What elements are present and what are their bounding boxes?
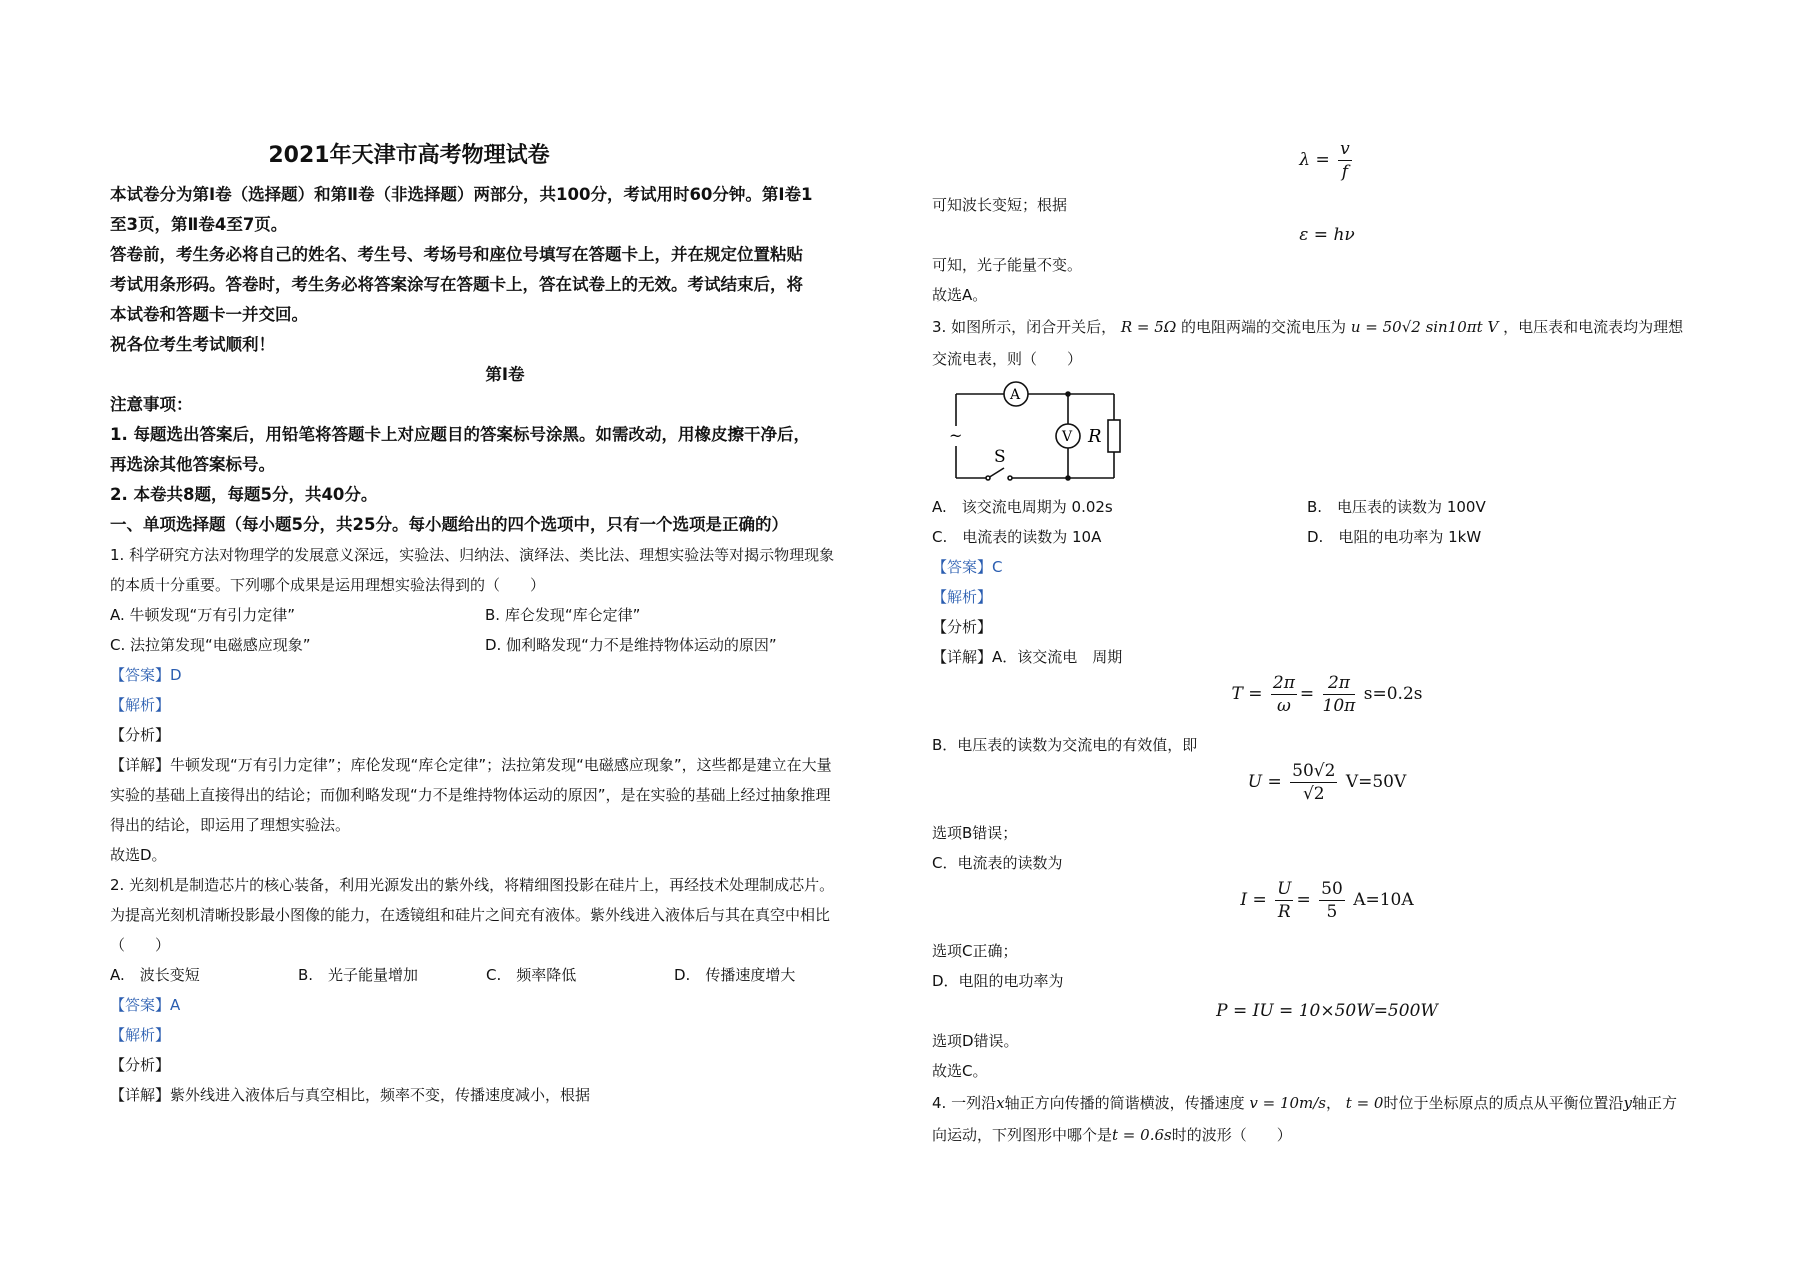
q4-s1-t0: t = 0 [1345,1094,1384,1112]
intro-line-5: 本试卷和答题卡一并交回。 [110,305,308,324]
q1-options-row-1 [110,600,900,630]
q1-option-d: D. 伽利略发现“力不是维持物体运动的原因” [485,636,777,654]
q1-analysis: 【解析】 [110,696,171,714]
q2-detail: 【详解】紫外线进入液体后与真空相比，频率不变，传播速度减小，根据 [110,1086,591,1104]
q3-stem-u: u = 50√2 sin10πt V [1350,318,1499,336]
ac-source-icon: ~ [949,426,963,445]
left-column [110,130,900,1110]
q3-stem-1 [932,310,1722,344]
q3-fb-tail: V=50V [1345,772,1407,792]
q3-fc-n2: 50 [1321,879,1343,899]
q3-fb-n: 50√2 [1292,761,1336,781]
q2-options-row [110,960,900,990]
q1-detail-2: 实验的基础上直接得出的结论；而伽利略发现“力不是维持物体运动的原因”，是在实验的基础上经过抽象推理 [110,786,831,804]
q1-detail-1: 【详解】牛顿发现“万有引力定律”；库伦发现“库仑定律”；法拉第发现“电磁感应现象”，这些都是建立在大量 [110,756,832,774]
q4-s2-post: 时的波形（ ） [1171,1126,1292,1144]
q1-option-a: A. 牛顿发现“万有引力定律” [110,606,296,624]
q1-option-c: C. 法拉第发现“电磁感应现象” [110,636,311,654]
q2-stem-1: 2. 光刻机是制造芯片的核心装备，利用光源发出的紫外线，将精细图投影在硅片上，再经技术处理制成芯片。 [110,876,835,894]
question-4 [932,1086,1722,1150]
switch-blade [988,468,1004,478]
q1-stem-2: 的本质十分重要。下列哪个成果是运用理想实验法得到的（ ） [110,576,546,594]
q2-answer: 【答案】A [110,996,181,1014]
q3-fa-lhs: T = [1231,684,1263,704]
q3-stem-r: R = 5Ω [1120,318,1177,336]
q4-s1-v: v = 10m/s [1249,1094,1326,1112]
q3-fc-frac-1 [1275,878,1293,923]
q2-after-1: 可知波长变短；根据 [932,196,1068,214]
q3-line-d: D．电阻的电功率为 [932,972,1064,990]
q3-stem-post: ，电压表和电流表均为理想 [1503,318,1684,336]
q3-circuit-diagram [944,378,1124,486]
q3-fc-lhs: I = [1240,890,1267,910]
q2-formula-energy: ε = hν [1299,225,1355,245]
resistor-box [1108,420,1120,452]
q3-result-c: 选项C正确； [932,942,1018,960]
note-line-2: 再选涂其他答案标号。 [110,455,275,474]
q3-fb-d: √2 [1302,784,1325,804]
q4-stem-2 [932,1120,1722,1150]
q4-stem-1 [932,1086,1722,1120]
resistor-label: R [1088,426,1102,447]
q2-option-c: C. 频率降低 [486,966,577,984]
intro-line-6: 祝各位考生考试顺利！ [110,335,275,354]
note-line-3: 2. 本卷共8题，每题5分，共40分。 [110,485,378,504]
q3-option-c: C. 电流表的读数为 10A [932,528,1102,546]
q3-stem-2: 交流电表，则（ ） [932,350,1083,368]
q1-conclusion: 故选D。 [110,846,167,864]
q2-option-d: D. 传播速度增大 [674,966,796,984]
q2-analysis: 【解析】 [110,1026,171,1044]
intro-line-2: 至3页，第Ⅱ卷4至7页。 [110,215,288,234]
q3-fc-n1: U [1277,879,1292,899]
q3-line-c: C．电流表的读数为 [932,854,1063,872]
q2-after-2: 可知，光子能量不变。 [932,256,1083,274]
intro-line-3: 答卷前，考生务必将自己的姓名、考生号、考场号和座位号填写在答题卡上，并在规定位置粘贴 [110,245,803,264]
q3-formula-current: I = $\frac{U}{R}$ = $\frac{50}{5}$ A=10A [1240,879,1414,922]
q3-analysis: 【解析】 [932,588,993,606]
q1-option-b: B. 库仑发现“库仑定律” [485,606,641,624]
switch-contact-left [986,476,990,480]
q3-fa-d1: ω [1276,696,1291,716]
q3-fa-n2: 2π [1323,672,1356,695]
junction-top [1066,392,1070,396]
ammeter-label: A [1010,387,1021,403]
right-column [932,138,1722,1150]
q3-options-row-1 [932,492,1722,522]
q3-detail-a: 【详解】A．该交流电 周期 [932,648,1123,666]
voltmeter-label: V [1062,429,1073,445]
q3-formula-period: T = $\frac{2\pi}{\omega}$ = $\frac{2\pi}{10\pi}$ s=0.2s [1231,673,1423,716]
q3-formula-power: P = IU = 10×50W=500W [1216,1001,1438,1021]
q2-option-a: A. 波长变短 [110,966,200,984]
question-1 [110,540,900,870]
q3-stem-pre: 3. 如图所示，闭合开关后， [932,318,1117,336]
q1-stem-1: 1. 科学研究方法对物理学的发展意义深远，实验法、归纳法、演绎法、类比法、理想实验法等对揭示物理现象 [110,546,835,564]
q4-s1-pre: 4. 一列沿 [932,1094,997,1112]
q4-s2-pre: 向运动，下列图形中哪个是 [932,1126,1113,1144]
q4-s1-y: y [1623,1094,1632,1112]
q3-result-b: 选项B错误； [932,824,1018,842]
q4-s1-c: 时位于坐标原点的质点从平衡位置沿 [1383,1094,1624,1112]
q3-fc-d1: R [1277,902,1291,922]
q2-stem-3: （ ） [110,936,171,954]
switch-label: S [994,447,1006,467]
question-2 [110,870,900,1110]
q1-detail-3: 得出的结论，即运用了理想实验法。 [110,816,351,834]
q2-f1-fraction [1338,138,1352,183]
q3-fenxi: 【分析】 [932,618,993,636]
q3-fc-tail: A=10A [1353,890,1414,910]
q2-formula-wavelength [932,138,1722,190]
q3-fa-frac-1 [1271,672,1297,717]
q4-s2-t: t = 0.6s [1112,1126,1172,1144]
q1-fenxi: 【分析】 [110,726,171,744]
q3-options-row-2 [932,522,1722,552]
q3-stem-mid: 的电阻两端的交流电压为 [1181,318,1347,336]
q3-conclusion: 故选C。 [932,1062,988,1080]
q3-formula-voltage [932,760,1722,818]
q3-fa-d2: 10π [1322,696,1356,716]
intro-line-4: 考试用条形码。答卷时，考生务必将答案涂写在答题卡上，答在试卷上的无效。考试结束后，将 [110,275,803,294]
q3-answer: 【答案】C [932,558,1003,576]
q1-answer: 【答案】D [110,666,182,684]
page-title: 2021年天津市高考物理试卷 [268,143,550,168]
q2-conclusion: 故选A。 [932,286,988,304]
q2-f1-num: v [1340,139,1350,159]
q2-f1-den: f [1341,162,1349,182]
section-heading: 第Ⅰ卷 [485,365,525,384]
note-line-1: 1. 每题选出答案后，用铅笔将答题卡上对应题目的答案标号涂黑。如需改动，用橡皮擦干净后， [110,425,810,444]
q3-option-b: B. 电压表的读数为 100V [1307,498,1486,516]
q3-fb-frac [1290,760,1337,805]
switch-contact-right [1008,476,1012,480]
q3-fc-frac-2 [1319,878,1345,923]
q3-option-d: D. 电阻的电功率为 1kW [1307,528,1482,546]
q2-fenxi: 【分析】 [110,1056,171,1074]
q3-fa-frac-2 [1323,672,1356,717]
part-heading: 一、单项选择题（每小题5分，共25分。每小题给出的四个选项中，只有一个选项是正确的） [110,515,788,534]
question-3 [932,310,1722,1086]
q4-s1-d: 轴正方 [1631,1094,1677,1112]
notes-title: 注意事项： [110,395,193,414]
q2-f1-lhs: λ = [1299,150,1330,170]
q3-fb-lhs: U = [1247,772,1282,792]
q3-fc-d2: 5 [1326,902,1338,922]
q3-fa-n1: 2π [1272,673,1295,693]
intro-line-1: 本试卷分为第Ⅰ卷（选择题）和第Ⅱ卷（非选择题）两部分，共100分，考试用时60分钟。第Ⅰ卷1 [110,185,813,204]
q4-s1-x: x [996,1094,1005,1112]
q4-s1-b: ， [1326,1094,1342,1112]
q2-option-b: B. 光子能量增加 [298,966,419,984]
q3-fa-tail: s=0.2s [1363,684,1423,704]
junction-bottom [1066,476,1070,480]
q4-s1-a: 轴正方向传播的简谐横波，传播速度 [1004,1094,1245,1112]
q2-stem-2: 为提高光刻机清晰投影最小图像的能力，在透镜组和硅片之间充有液体。紫外线进入液体后与其在真空中相比 [110,906,831,924]
q1-options-row-2 [110,630,900,660]
q3-result-d: 选项D错误。 [932,1032,1019,1050]
q3-line-b: B．电压表的读数为交流电的有效值，即 [932,736,1198,754]
q3-option-a: A. 该交流电周期为 0.02s [932,498,1113,516]
